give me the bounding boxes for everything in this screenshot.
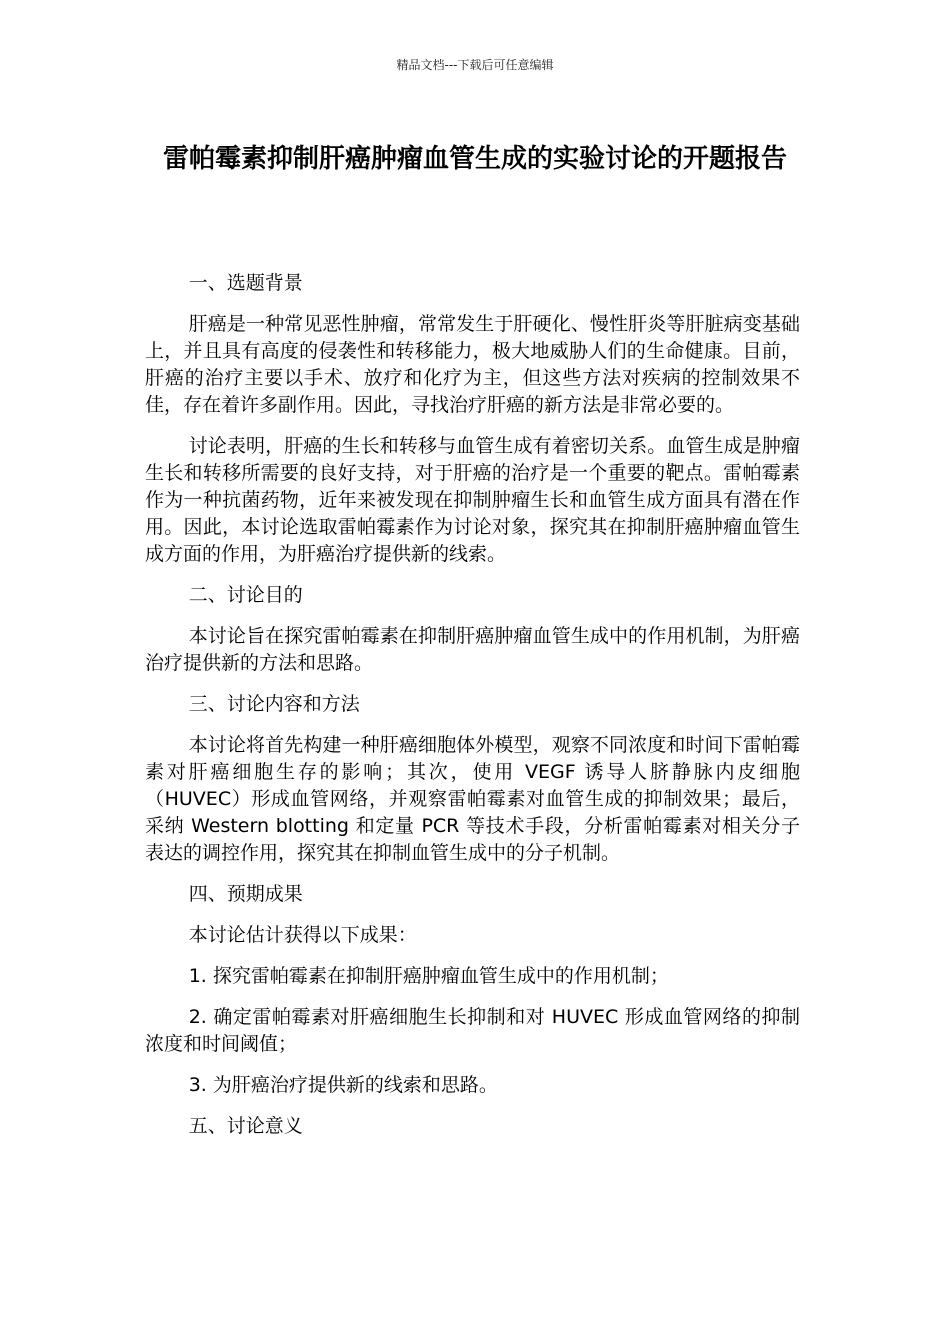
paragraph: 讨论表明，肝癌的生长和转移与血管生成有着密切关系。血管生成是肿瘤生长和转移所需要的良好支持，对于肝癌的治疗是一个重要的靶点。雷帕霉素作为一种抗菌药物，近年来被发现在抑制肿瘤生长和血管生成方面具有潜在作用。因此，本讨论选取雷帕霉素作为讨论对象，探究其在抑制肝癌肿瘤血管生成方面的作用，为肝癌治疗提供新的线索。 [145,435,800,565]
section-heading-expected-results: 四、预期成果 [188,883,303,905]
section-heading-background: 一、选题背景 [188,272,303,294]
paragraph: 本讨论旨在探究雷帕霉素在抑制肝癌肿瘤血管生成中的作用机制，为肝癌治疗提供新的方法和思路。 [145,625,800,674]
paragraph: 本讨论估计获得以下成果： [188,924,417,946]
section-heading-significance: 五、讨论意义 [188,1115,303,1137]
document-body [145,270,800,1154]
list-item: 1. 探究雷帕霉素在抑制肝癌肿瘤血管生成中的作用机制； [188,965,669,987]
paragraph: 本讨论将首先构建一种肝癌细胞体外模型，观察不同浓度和时间下雷帕霉素对肝癌细胞生存的影响；其次，使用 VEGF 诱导人脐静脉内皮细胞（HUVEC）形成血管网络，并观察雷帕霉素对血管生成的抑制效果；最后，采纳 Western blotting 和定量 PCR 等技术手段，分析雷帕霉素对相关分子表达的调控作用，探究其在抑制血管生成中的分子机制。 [145,734,800,864]
section-heading-purpose: 二、讨论目的 [188,584,303,606]
list-item: 3. 为肝癌治疗提供新的线索和思路。 [188,1074,498,1096]
list-item: 2. 确定雷帕霉素对肝癌细胞生长抑制和对 HUVEC 形成血管网络的抑制浓度和时间阈值； [145,1006,800,1055]
section-heading-methods: 三、讨论内容和方法 [188,693,360,715]
paragraph: 肝癌是一种常见恶性肿瘤，常常发生于肝硬化、慢性肝炎等肝脏病变基础上，并且具有高度的侵袭性和转移能力，极大地威胁人们的生命健康。目前，肝癌的治疗主要以手术、放疗和化疗为主，但这些方法对疾病的控制效果不佳，存在着许多副作用。因此，寻找治疗肝癌的新方法是非常必要的。 [145,313,800,416]
document-title: 雷帕霉素抑制肝癌肿瘤血管生成的实验讨论的开题报告 [162,144,787,174]
header-note: 精品文档---下载后可任意编辑 [396,58,554,72]
